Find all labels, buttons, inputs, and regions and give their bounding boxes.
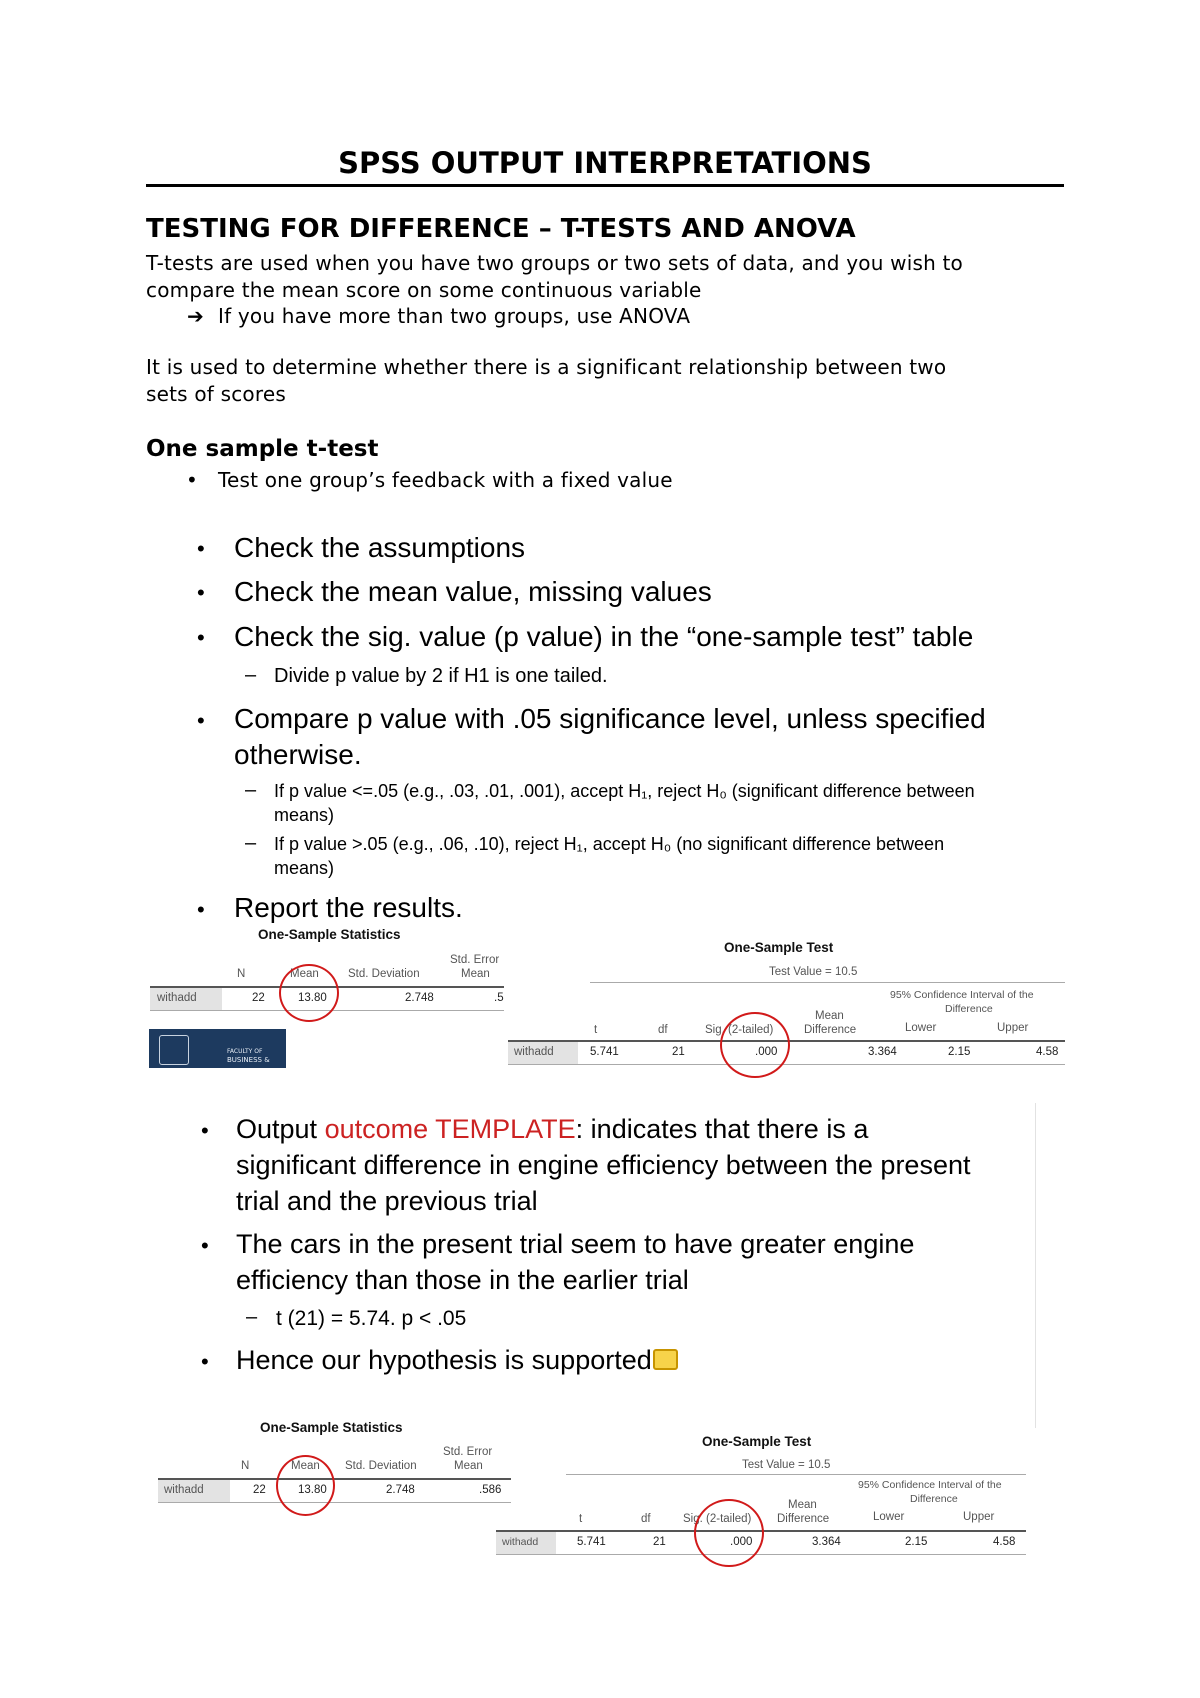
cell-sig: .000 <box>755 1046 778 1058</box>
column-header: Std. Error <box>450 954 500 966</box>
highlight-circle <box>276 1455 335 1516</box>
cell-df: 21 <box>653 1536 666 1548</box>
bullet-dot: • <box>197 897 205 922</box>
column-header: Upper <box>997 1022 1029 1034</box>
row-label: withadd <box>157 992 197 1004</box>
table-rule <box>508 1064 1065 1065</box>
column-header: Mean <box>290 968 319 980</box>
slide1-sub-4a-line-2: means) <box>274 805 335 825</box>
slide2-bullet-2-line-1: The cars in the present trial seem to have greater engine <box>236 1229 915 1259</box>
column-header: Mean <box>454 1460 483 1472</box>
cell-std-deviation: 2.748 <box>405 992 434 1004</box>
faculty-logo <box>149 1029 286 1068</box>
column-header: Std. Error <box>443 1446 493 1458</box>
column-header: Difference <box>777 1513 830 1525</box>
slide-edge <box>1035 1103 1036 1428</box>
arrow-icon: ➔ <box>187 304 204 328</box>
template-highlight: outcome TEMPLATE <box>324 1114 576 1144</box>
cell-t: 5.741 <box>590 1046 619 1058</box>
column-header: t <box>594 1024 598 1036</box>
slide1-bullet-4-line-2: otherwise. <box>234 739 362 770</box>
column-header: Std. Deviation <box>348 968 420 980</box>
cell-mean-difference: 3.364 <box>812 1536 841 1548</box>
column-header: Std. Deviation <box>345 1460 417 1472</box>
slide1-bullet-5: Report the results. <box>234 892 463 923</box>
cell-std-error: .586 <box>479 1484 502 1496</box>
slide1-bullet-3: Check the sig. value (p value) in the “one-sample test” table <box>234 621 974 652</box>
cell-n: 22 <box>252 992 265 1004</box>
purpose-line-1: It is used to determine whether there is a significant relationship between two <box>146 355 947 379</box>
cell-mean: 13.80 <box>298 992 327 1004</box>
slide1-sub-4b-line-2: means) <box>274 858 335 878</box>
cell-upper: 4.58 <box>993 1536 1016 1548</box>
cell-lower: 2.15 <box>948 1046 971 1058</box>
bullet-dot: • <box>186 468 198 492</box>
column-header: Mean <box>815 1010 844 1022</box>
cell-std-deviation: 2.748 <box>386 1484 415 1496</box>
row-label: withadd <box>164 1484 204 1496</box>
arrow-note: If you have more than two groups, use ANOVA <box>218 304 691 328</box>
logo-text: BUSINESS & <box>227 1056 270 1064</box>
column-header: Sig. (2-tailed) <box>683 1513 752 1525</box>
slide1-bullet-1: Check the assumptions <box>234 532 526 563</box>
cell-std-error: .5 <box>494 992 504 1004</box>
table-caption: One-Sample Test <box>702 1434 812 1449</box>
slide1-sub-4a-line-1: If p value <=.05 (e.g., .03, .01, .001), accept H₁, reject H₀ (significant difference between <box>274 781 975 801</box>
table-caption: One-Sample Test <box>724 940 834 955</box>
ci-header: 95% Confidence Interval of the <box>890 989 1034 1001</box>
column-header: df <box>641 1513 651 1525</box>
cell-lower: 2.15 <box>905 1536 928 1548</box>
slide2-bullet-3: Hence our hypothesis is supported <box>236 1345 652 1375</box>
purpose-line-2: sets of scores <box>146 382 286 406</box>
column-header: Difference <box>804 1024 857 1036</box>
slide1-sub-3: Divide p value by 2 if H1 is one tailed. <box>274 665 608 687</box>
highlight-circle <box>694 1499 764 1567</box>
cell-mean: 13.80 <box>298 1484 327 1496</box>
column-header: Mean <box>291 1460 320 1472</box>
highlight-circle <box>720 1012 790 1078</box>
bullet-dot: • <box>197 580 205 605</box>
table-caption: One-Sample Statistics <box>260 1420 403 1435</box>
one-sample-bullet: Test one group’s feedback with a fixed value <box>218 468 673 492</box>
test-value: Test Value = 10.5 <box>742 1459 831 1471</box>
bullet-dot: • <box>197 708 205 733</box>
table-rule <box>158 1502 511 1503</box>
bullet-dot: • <box>201 1349 209 1374</box>
dash-marker: – <box>245 664 257 686</box>
column-header: N <box>241 1460 250 1472</box>
cell-n: 22 <box>253 1484 266 1496</box>
slide1-bullet-4-line-1: Compare p value with .05 significance level, unless specified <box>234 703 986 734</box>
slide2-bullet-1-line-1: Output outcome TEMPLATE: indicates that there is a <box>236 1114 869 1144</box>
dash-marker: – <box>245 779 257 801</box>
table-rule <box>496 1554 1026 1555</box>
ci-header: Difference <box>945 1003 993 1015</box>
cell-t: 5.741 <box>577 1536 606 1548</box>
ci-header: Difference <box>910 1493 958 1505</box>
slide1-sub-4b-line-1: If p value >.05 (e.g., .06, .10), reject H₁, accept H₀ (no significant difference between <box>274 834 945 854</box>
highlight-circle <box>279 964 339 1022</box>
column-header: Mean <box>461 968 490 980</box>
column-header: Sig. (2-tailed) <box>705 1024 774 1036</box>
test-value: Test Value = 10.5 <box>769 966 858 978</box>
table-rule <box>566 1474 1026 1475</box>
ci-header: 95% Confidence Interval of the <box>858 1479 1002 1491</box>
dash-marker: – <box>245 832 257 854</box>
row-label: withadd <box>502 1536 539 1548</box>
dash-marker: – <box>246 1306 258 1328</box>
row-label: withadd <box>514 1046 554 1058</box>
table-rule <box>590 982 1065 983</box>
bullet-dot: • <box>197 625 205 650</box>
page-title: SPSS OUTPUT INTERPRETATIONS <box>338 146 872 180</box>
comment-icon[interactable] <box>653 1349 678 1370</box>
bullet-dot: • <box>201 1233 209 1258</box>
slide2-bullet-1-line-3: trial and the previous trial <box>236 1186 538 1216</box>
column-header: Lower <box>905 1022 937 1034</box>
logo-text: FACULTY OF <box>227 1048 263 1055</box>
intro-line-2: compare the mean score on some continuous variable <box>146 278 702 302</box>
column-header: Mean <box>788 1499 817 1511</box>
section-heading: TESTING FOR DIFFERENCE – T-TESTS AND ANOVA <box>146 214 856 244</box>
title-underline <box>146 184 1064 187</box>
column-header: t <box>579 1513 583 1525</box>
crest-icon <box>159 1035 189 1065</box>
bullet-dot: • <box>197 536 205 561</box>
bullet-dot: • <box>201 1118 209 1143</box>
column-header: Upper <box>963 1511 995 1523</box>
column-header: Lower <box>873 1511 905 1523</box>
cell-sig: .000 <box>730 1536 753 1548</box>
column-header: df <box>658 1024 668 1036</box>
subsection-heading: One sample t-test <box>146 436 379 462</box>
slide1-bullet-2: Check the mean value, missing values <box>234 576 712 607</box>
slide2-bullet-2-line-2: efficiency than those in the earlier trial <box>236 1265 689 1295</box>
cell-df: 21 <box>672 1046 685 1058</box>
slide2-bullet-1-line-2: significant difference in engine efficiency between the present <box>236 1150 971 1180</box>
slide2-sub-2: t (21) = 5.74. p < .05 <box>276 1307 467 1330</box>
cell-mean-difference: 3.364 <box>868 1046 897 1058</box>
intro-line-1: T-tests are used when you have two groups or two sets of data, and you wish to <box>146 251 963 275</box>
column-header: N <box>237 968 246 980</box>
cell-upper: 4.58 <box>1036 1046 1059 1058</box>
table-caption: One-Sample Statistics <box>258 927 401 942</box>
